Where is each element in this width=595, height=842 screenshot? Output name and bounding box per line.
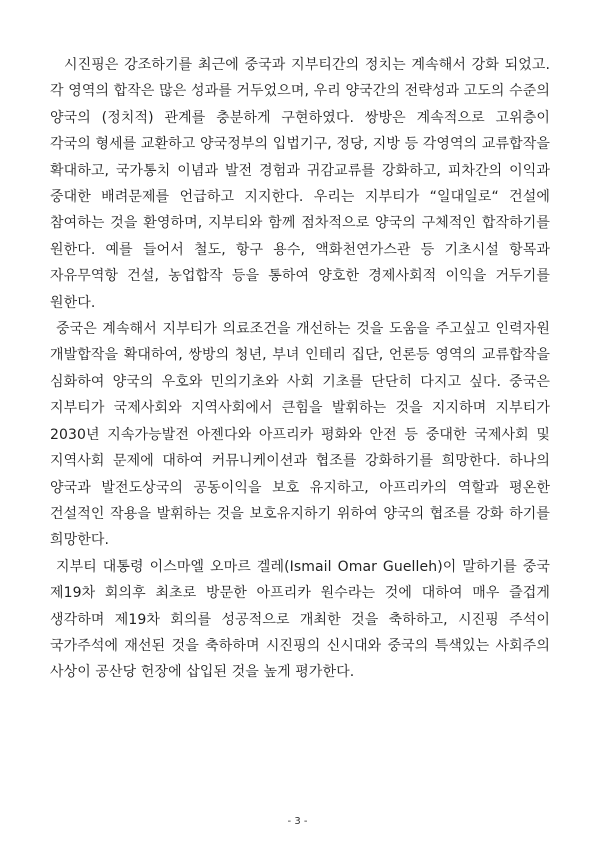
paragraph-2: 중국은 계속해서 지부티가 의료조건을 개선하는 것을 도움을 주고싶고 인력자원 개발합작을 확대하여, 쌍방의 청년, 부녀 인테리 집단, 언론등 영역의 교류합작을 심화하여 양국의 우호와 민의기초와 사회 기초를 단단히 다지고 싶다. 중국은 지부티가 국제사회와 지역사회에서 큰힘을 발휘하는 것을 지지하며 지부티가 2030년 지속가능발전 아젠다와 아프리카 평화와 안전 등 중대한 국제사회 및 지역사회 문제에 대하여 커뮤니케이션과 협조를 강화하기를 희망한다. 하나의 양국과 발전도상국의 공동이익을 보호 유지하고, 아프리카의 역할과 평온한 건설적인 작용을 발휘하는 것을 보호유지하기 위하여 양국의 협조를 강화 하기를 희망한다.	[50, 321, 550, 549]
paragraph-3: 지부티 대통령 이스마엘 오마르 겔레(Ismail Omar Guelleh)이 말하기를 중국 제19차 회의후 최초로 방문한 아프리카 원수라는 것에 대하여 매우 즐겁게 생각하며 제19차 회의를 성공적으로 개최한 것을 축하하고, 시진핑 주석이 국가주석에 재선된 것을 축하하며 시진핑의 신시대와 중국의 특색있는 사회주의 사상이 공산당 헌장에 삽입된 것을 높게 평가한다.	[50, 558, 550, 681]
body-text	[50, 52, 550, 686]
paragraph-1: 시진핑은 강조하기를 최근에 중국과 지부티간의 정치는 계속해서 강화 되었고. 각 영역의 합작은 많은 성과를 거두었으며, 우리 양국간의 전략성과 고도의 수준의 양국의 (정치적) 관계를 충분하게 구현하였다. 쌍방은 계속적으로 고위층이 각국의 형세를 교환하고 양국정부의 입법기구, 정당, 지방 등 각영역의 교류합작을 확대하고, 국가통치 이념과 발전 경험과 귀감교류를 강화하고, 피차간의 이익과 중대한 배려문제를 언급하고 지지한다. 우리는 지부티가 “일대일로“ 건설에 참여하는 것을 환영하며, 지부티와 함께 점차적으로 양국의 구체적인 합작하기를 원한다. 예를 들어서 철도, 항구 용수, 액화천연가스관 등 기초시설 항목과 자유무역항 건설, 농업합작 등을 통하여 양호한 경제사회적 이익을 거두기를 원한다.	[50, 57, 550, 311]
page-number: - 3 -	[287, 816, 308, 827]
